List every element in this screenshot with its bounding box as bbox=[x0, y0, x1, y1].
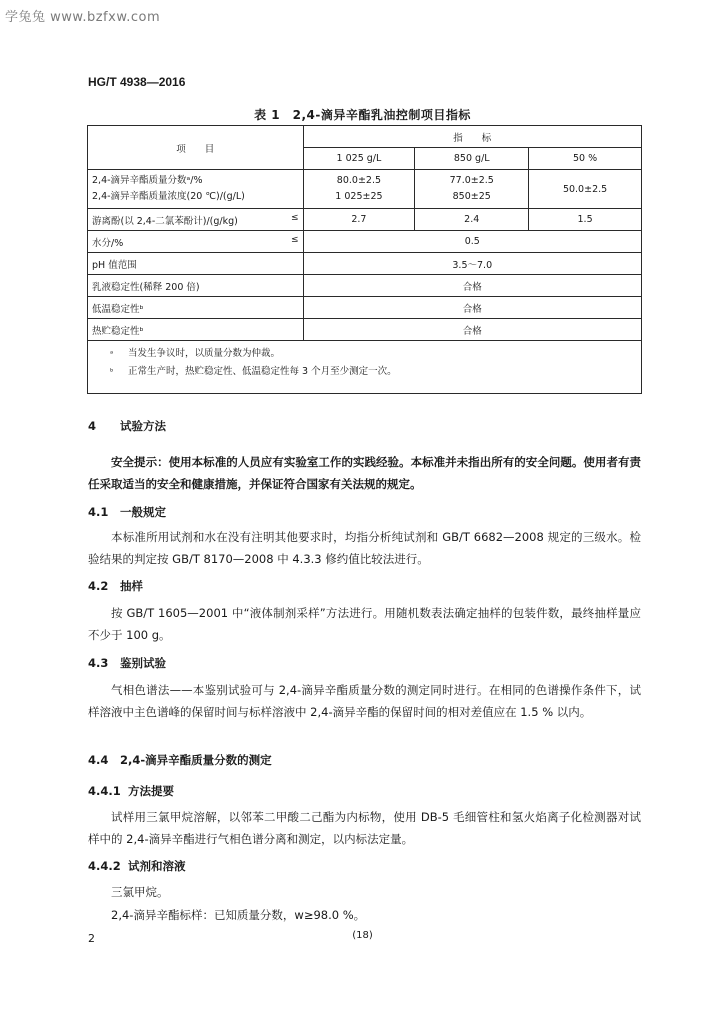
safety-notice: 安全提示：使用本标准的人员应有实验室工作的实践经验。本标准并未指出所有的安全问题。使用者有责任采取适当的安全和健康措施，并保证符合国家有关法规的规定。 bbox=[88, 455, 641, 491]
note-a-text: 当发生争议时，以质量分数为仲裁。 bbox=[128, 348, 281, 359]
section-number: 4.1 bbox=[88, 505, 109, 519]
section-4-4-1-body: 试样用三氯甲烷溶解，以邻苯二甲酸二己酯为内标物，使用 DB-5 毛细管柱和氢火焰离子化检测器对试样中的 2,4-滴异辛酯进行气相色谱分离和测定，以内标法定量。 bbox=[88, 810, 641, 846]
section-number: 4.3 bbox=[88, 656, 109, 670]
section-number: 4.4.2 bbox=[88, 859, 121, 873]
section-title: 2,4-滴异辛酯质量分数的测定 bbox=[120, 753, 272, 767]
header-col1: 1 025 g/L bbox=[303, 148, 415, 170]
page-number: 2 bbox=[88, 932, 95, 945]
row1-v2: 77.0±2.5 bbox=[449, 175, 494, 186]
row4-value: 0.5 bbox=[303, 231, 641, 253]
section-4-2-heading bbox=[88, 578, 143, 594]
section-4-4-1-heading bbox=[88, 783, 174, 799]
row7-value: 合格 bbox=[303, 297, 641, 319]
section-4-1-heading bbox=[88, 504, 166, 520]
note-a bbox=[110, 345, 633, 363]
note-a-mark: ᵃ bbox=[110, 349, 114, 358]
le-mark: ≤ bbox=[290, 234, 299, 245]
section-4-3-body: 气相色谱法——本鉴别试验可与 2,4-滴异辛酯质量分数的测定同时进行。在相同的色谱操作条件下，试样溶液中主色谱峰的保留时间与标样溶液中 2,4-滴异辛酯的保留时间的相对差值应在 1.5 % 以内。 bbox=[88, 683, 641, 719]
row6-value: 合格 bbox=[303, 275, 641, 297]
row1-label: 2,4-滴异辛酯质量分数ᵃ/% bbox=[92, 175, 203, 186]
section-4-1-body: 本标准所用试剂和水在没有注明其他要求时，均指分析纯试剂和 GB/T 6682—2008 规定的三级水。检验结果的判定按 GB/T 8170—2008 中 4.3.3 修约值比较法进行。 bbox=[88, 530, 641, 566]
table-title: 表 1 2,4-滴异辛酯乳油控制项目指标 bbox=[254, 108, 471, 122]
row7-label: 低温稳定性ᵇ bbox=[88, 297, 304, 319]
row2-v1: 1 025±25 bbox=[335, 191, 383, 202]
row2-label: 2,4-滴异辛酯质量浓度(20 ℃)/(g/L) bbox=[92, 191, 245, 202]
row4-label: 水分/% bbox=[92, 237, 124, 249]
row1-v3: 50.0±2.5 bbox=[529, 170, 642, 209]
section-title: 抽样 bbox=[120, 579, 143, 593]
row3-v1: 2.7 bbox=[303, 209, 415, 231]
spec-table bbox=[87, 125, 642, 394]
row8-value: 合格 bbox=[303, 319, 641, 341]
section-4-4-heading bbox=[88, 752, 272, 768]
reagent-line-1: 三氯甲烷。 bbox=[111, 885, 169, 899]
le-mark: ≤ bbox=[290, 212, 299, 223]
row3-v2: 2.4 bbox=[415, 209, 529, 231]
section-title: 一般规定 bbox=[120, 505, 166, 519]
section-number: 4.2 bbox=[88, 579, 109, 593]
note-b bbox=[110, 363, 633, 381]
table-cell bbox=[303, 170, 415, 209]
row-label bbox=[88, 231, 304, 253]
section-4-3-heading bbox=[88, 655, 166, 671]
table-notes bbox=[88, 341, 642, 394]
footer-page-code: (18) bbox=[352, 930, 373, 941]
reagent-line-2: 2,4-滴异辛酯标样：已知质量分数，w≥98.0 %。 bbox=[111, 908, 366, 922]
row3-v3: 1.5 bbox=[529, 209, 642, 231]
standard-code: HG/T 4938—2016 bbox=[88, 75, 186, 89]
section-4-4-2-heading bbox=[88, 858, 186, 874]
row2-v2: 850±25 bbox=[452, 191, 491, 202]
header-col3: 50 % bbox=[529, 148, 642, 170]
header-col2: 850 g/L bbox=[415, 148, 529, 170]
watermark: 学兔兔 www.bzfxw.com bbox=[5, 10, 161, 25]
section-4-2-body: 按 GB/T 1605—2001 中“液体制剂采样”方法进行。用随机数表法确定抽样的包装件数，最终抽样量应不少于 100 g。 bbox=[88, 606, 641, 642]
row8-label: 热贮稳定性ᵇ bbox=[88, 319, 304, 341]
section-title: 试验方法 bbox=[120, 419, 166, 433]
section-number: 4.4 bbox=[88, 753, 109, 767]
row1-v1: 80.0±2.5 bbox=[336, 175, 382, 186]
header-item: 项 目 bbox=[88, 126, 304, 170]
header-index: 指 标 bbox=[303, 126, 641, 148]
note-b-text: 正常生产时，热贮稳定性、低温稳定性每 3 个月至少测定一次。 bbox=[128, 366, 397, 377]
row6-label: 乳液稳定性(稀释 200 倍) bbox=[88, 275, 304, 297]
row-label bbox=[88, 170, 304, 209]
section-title: 方法提要 bbox=[128, 784, 174, 798]
section-4-heading bbox=[88, 418, 166, 434]
row5-label: pH 值范围 bbox=[88, 253, 304, 275]
table-cell bbox=[415, 170, 529, 209]
section-number: 4.4.1 bbox=[88, 784, 121, 798]
note-b-mark: ᵇ bbox=[110, 367, 114, 376]
section-number: 4 bbox=[88, 419, 97, 433]
section-title: 试剂和溶液 bbox=[128, 859, 186, 873]
row-label bbox=[88, 209, 304, 231]
row3-label: 游离酚(以 2,4-二氯苯酚计)/(g/kg) bbox=[92, 215, 238, 227]
section-title: 鉴别试验 bbox=[120, 656, 166, 670]
row5-value: 3.5～7.0 bbox=[303, 253, 641, 275]
